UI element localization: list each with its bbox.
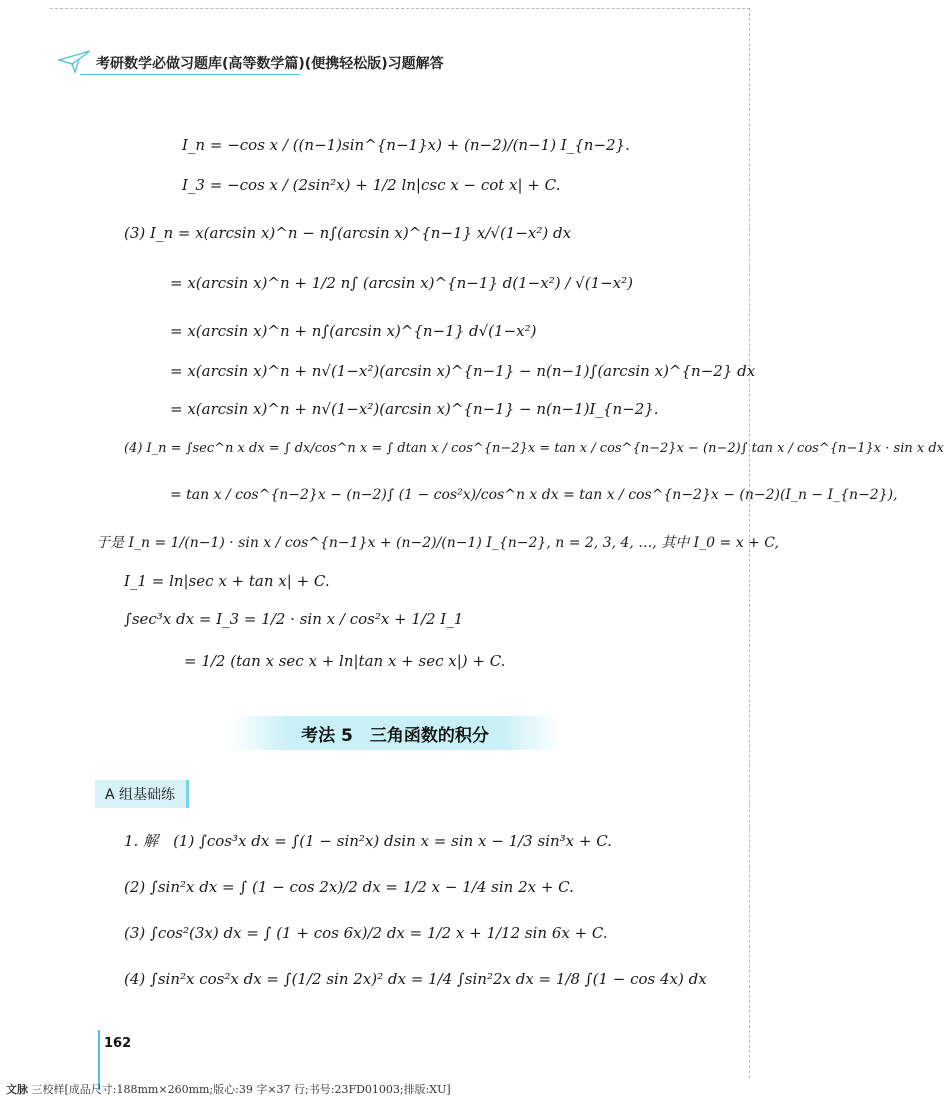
formula-line: = tan x / cos^{n−2}x − (n−2)∫ (1 − cos²x)/cos^n x dx = tan x / cos^{n−2}x − (n−2)(I_n − I_{n−2}),: [170, 487, 898, 503]
header-title: 考研数学必做习题库(高等数学篇)(便携轻松版)习题解答: [96, 56, 444, 72]
formula-line: = x(arcsin x)^n + n∫(arcsin x)^{n−1} d√(1−x²): [170, 322, 537, 340]
exercise-line: (2) ∫sin²x dx = ∫ (1 − cos 2x)/2 dx = 1/2 x − 1/4 sin 2x + C.: [124, 878, 574, 896]
exercise-line: (4) ∫sin²x cos²x dx = ∫(1/2 sin 2x)² dx = 1/4 ∫sin²2x dx = 1/8 ∫(1 − cos 4x) dx: [124, 970, 707, 988]
formula-line: = x(arcsin x)^n + n√(1−x²)(arcsin x)^{n−1} − n(n−1)∫(arcsin x)^{n−2} dx: [170, 362, 756, 380]
formula-line: = x(arcsin x)^n + 1/2 n∫ (arcsin x)^{n−1} d(1−x²) / √(1−x²): [170, 274, 634, 292]
formula-line: ∫sec³x dx = I_3 = 1/2 · sin x / cos²x + 1/2 I_1: [124, 610, 464, 628]
formula-line: 于是 I_n = 1/(n−1) · sin x / cos^{n−1}x + (n−2)/(n−1) I_{n−2}, n = 2, 3, 4, …, 其中 I_0 = x + C,: [96, 535, 779, 551]
formula-line: = x(arcsin x)^n + n√(1−x²)(arcsin x)^{n−1} − n(n−1)I_{n−2}.: [170, 400, 659, 418]
group-label: A 组基础练: [95, 780, 189, 808]
top-dashed-border: [50, 8, 750, 9]
section-heading-band: [230, 716, 560, 750]
page-number: 162: [104, 1036, 132, 1051]
formula-line: I_1 = ln|sec x + tan x| + C.: [124, 572, 330, 590]
header-underline: [80, 74, 300, 75]
formula-line: I_3 = −cos x / (2sin²x) + 1/2 ln|csc x − cot x| + C.: [182, 176, 561, 194]
footer-text: 三校样[成品尺寸:188mm×260mm;版心:39 字×37 行;书号:23FD01003;排版:XU]: [31, 1083, 451, 1096]
formula-line: (4) I_n = ∫sec^n x dx = ∫ dx/cos^n x = ∫ dtan x / cos^{n−2}x = tan x / cos^{n−2}x − (n−2)∫ tan x / cos^{n−1}x · sin x dx: [124, 441, 944, 456]
section-title: 考法 5 三角函数的积分: [301, 725, 489, 746]
print-footer: [6, 1081, 451, 1097]
exercise-line: (3) ∫cos²(3x) dx = ∫ (1 + cos 6x)/2 dx = 1/2 x + 1/12 sin 6x + C.: [124, 924, 608, 942]
formula-line: I_n = −cos x / ((n−1)sin^{n−1}x) + (n−2)/(n−1) I_{n−2}.: [182, 136, 630, 154]
formula-line: (3) I_n = x(arcsin x)^n − n∫(arcsin x)^{n−1} x/√(1−x²) dx: [124, 224, 572, 242]
exercise-line: 1. 解 (1) ∫cos³x dx = ∫(1 − sin²x) dsin x = sin x − 1/3 sin³x + C.: [124, 832, 612, 850]
formula-line: = 1/2 (tan x sec x + ln|tan x + sec x|) + C.: [184, 652, 506, 670]
footer-tag: 文脉: [6, 1083, 28, 1096]
